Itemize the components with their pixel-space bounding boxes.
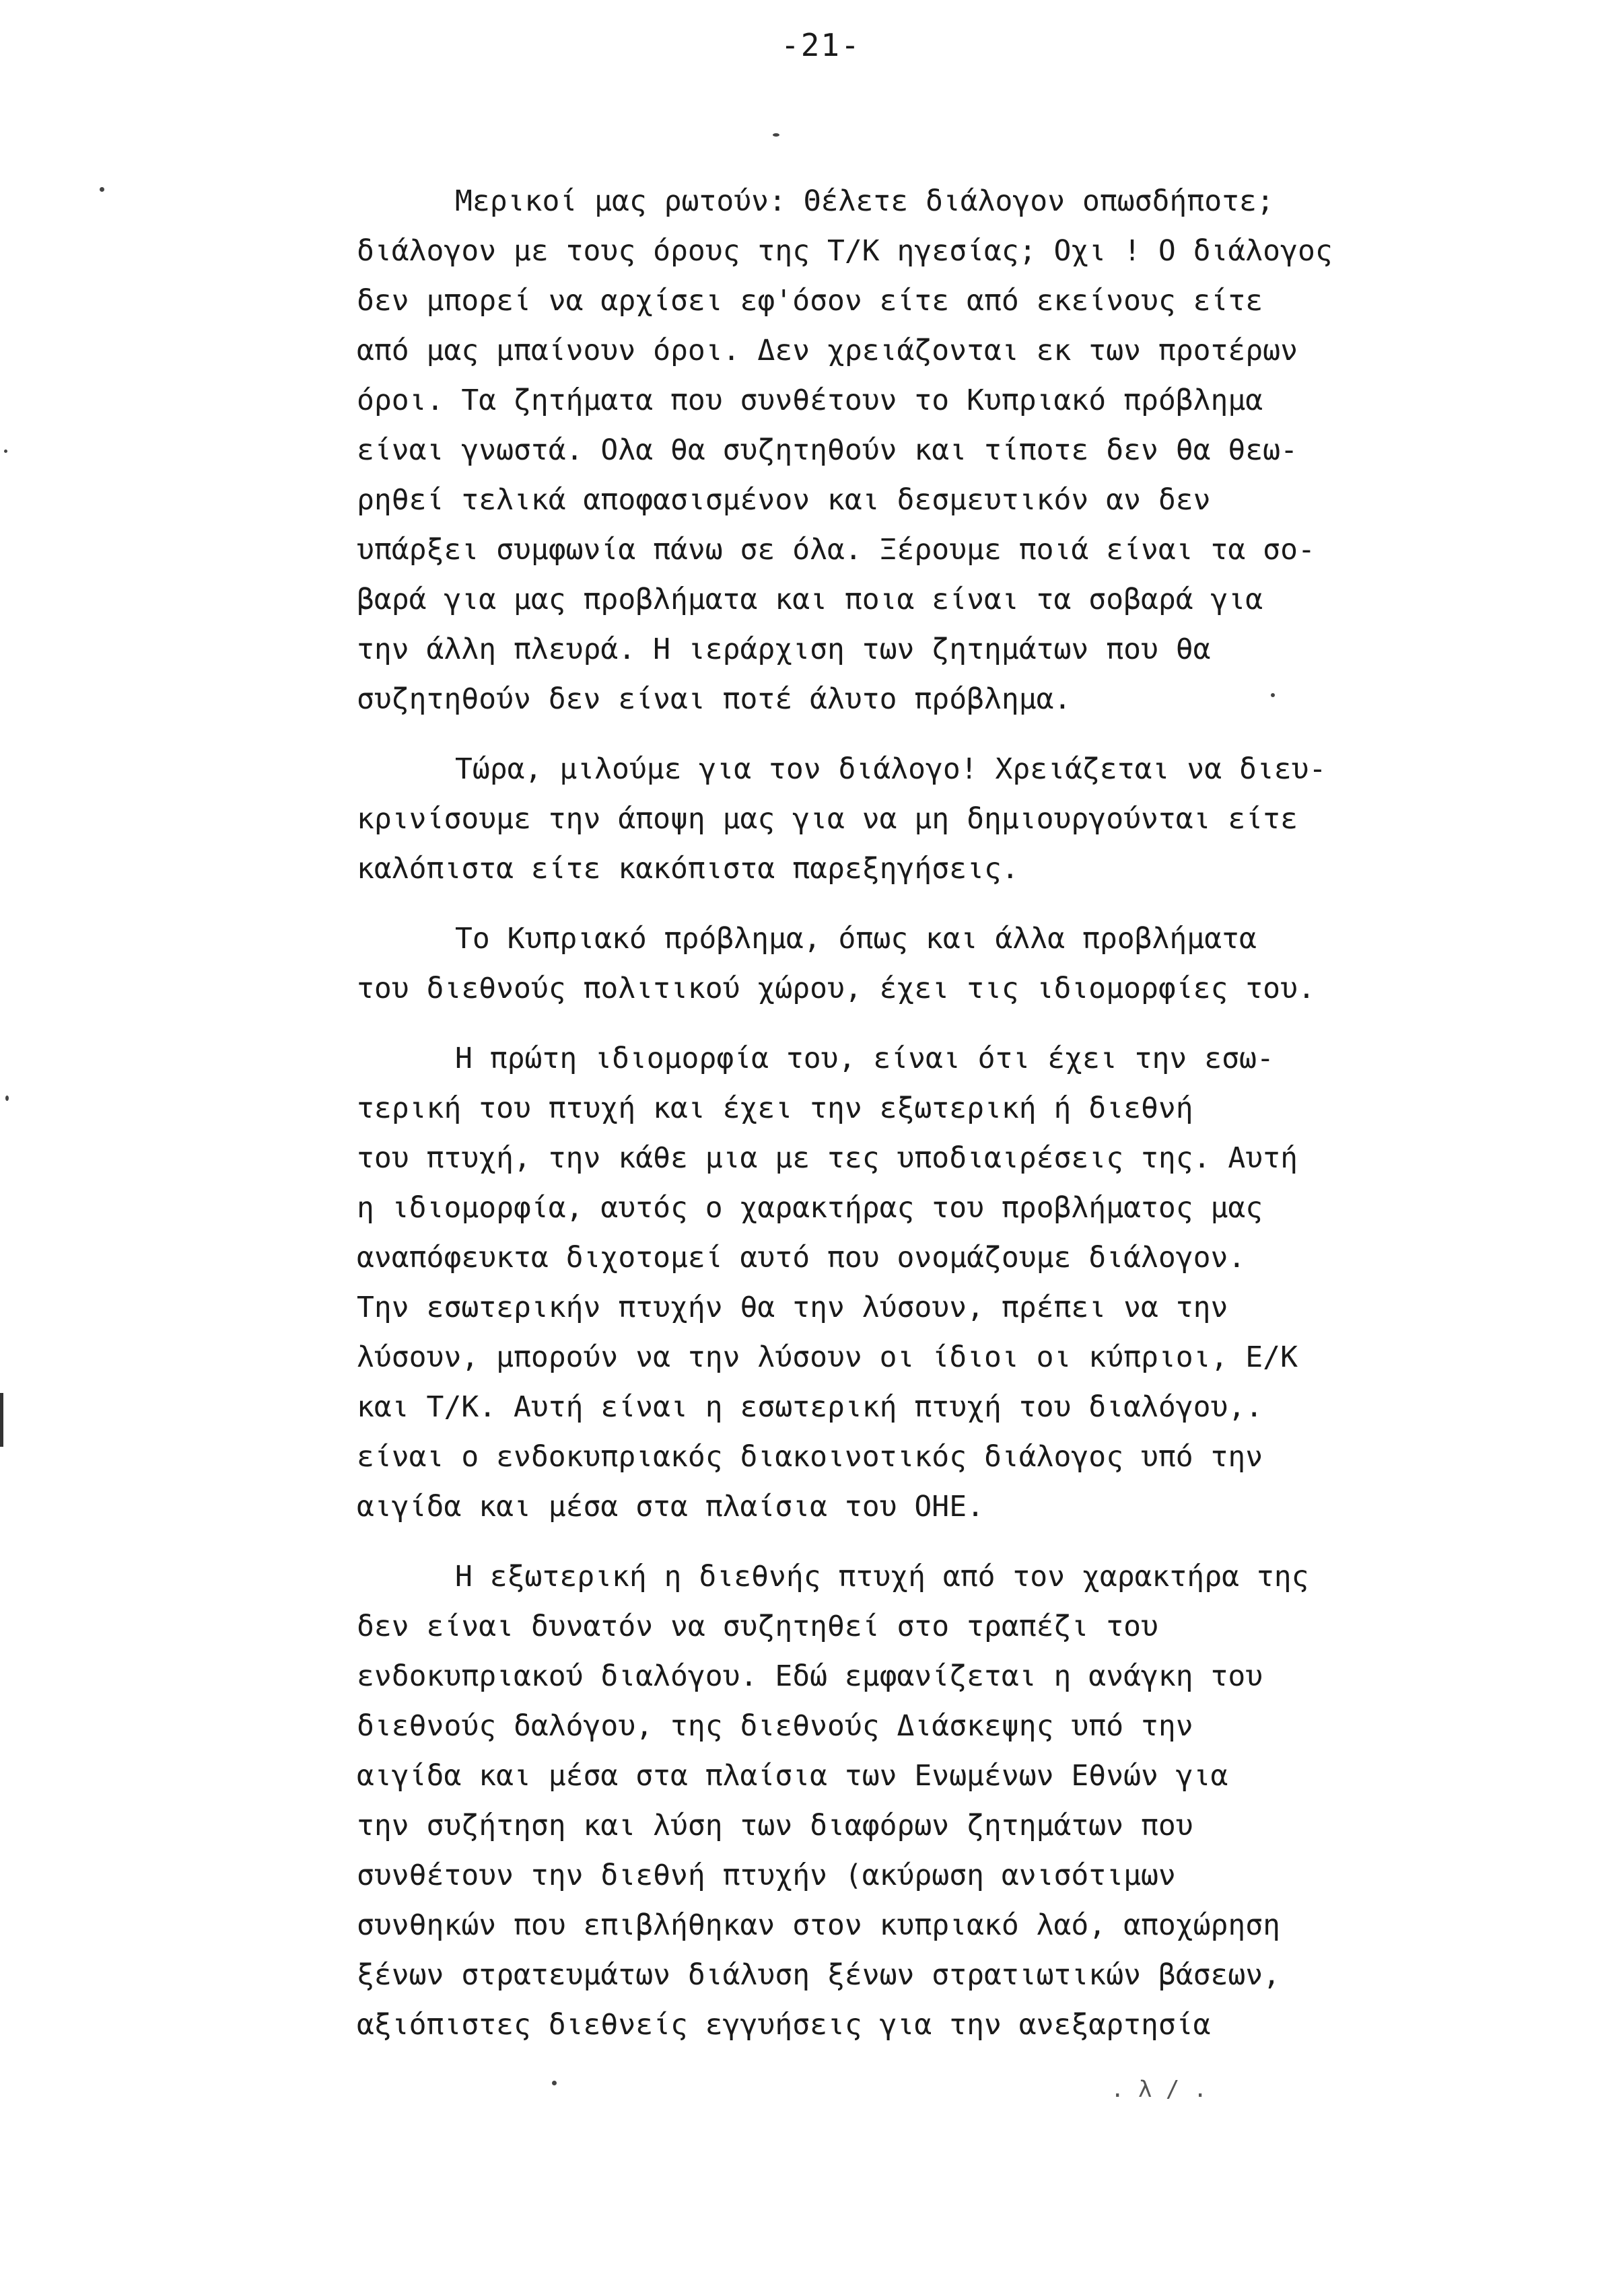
text-line: αξιόπιστες διεθνείς εγγυήσεις για την ανεξαρτησία	[357, 2008, 1211, 2042]
text-line: κρινίσουμε την άποψη μας για να μη δημιουργούνται είτε	[357, 802, 1298, 836]
text-line: λύσουν, μπορούν να την λύσουν οι ίδιοι οι κύπριοι, Ε/Κ	[357, 1340, 1298, 1374]
text-line: Μερικοί μας ρωτούν: Θέλετε διάλογον οπωσδήποτε;	[455, 184, 1274, 218]
paragraph-2	[357, 744, 1501, 894]
text-line: υπάρξει συμφωνία πάνω σε όλα. Ξέρουμε ποιά είναι τα σο-	[357, 533, 1315, 567]
scan-speck	[773, 133, 779, 137]
text-line: του διεθνούς πολιτικού χώρου, έχει τις ιδιομορφίες του.	[357, 972, 1315, 1005]
text-line: αιγίδα και μέσα στα πλαίσια του ΟΗΕ.	[357, 1490, 984, 1523]
text-line: αιγίδα και μέσα στα πλαίσια των Ενωμένων Εθνών για	[357, 1759, 1228, 1793]
page-number: -21-	[781, 27, 861, 63]
paragraph-3	[357, 914, 1501, 1013]
text-line: και Τ/Κ. Αυτή είναι η εσωτερική πτυχή του διαλόγου,.	[357, 1390, 1263, 1424]
text-line: ξένων στρατευμάτων διάλυση ξένων στρατιωτικών βάσεων,	[357, 1958, 1281, 1992]
text-line: τερική του πτυχή και έχει την εξωτερική ή διεθνή	[357, 1091, 1193, 1125]
text-line: είναι γνωστά. Ολα θα συζητηθούν και τίποτε δεν θα θεω-	[357, 433, 1298, 467]
text-line: είναι ο ενδοκυπριακός διακοινοτικός διάλογος υπό την	[357, 1440, 1263, 1474]
text-line: Η πρώτη ιδιομορφία του, είναι ότι έχει την εσω-	[455, 1042, 1274, 1075]
text-line: Τώρα, μιλούμε για τον διάλογο! Χρειάζεται να διευ-	[455, 752, 1327, 786]
footer-mark: . λ / .	[1111, 2076, 1208, 2103]
scan-speck	[552, 2081, 557, 2085]
text-line: αναπόφευκτα διχοτομεί αυτό που ονομάζουμε διάλογον.	[357, 1241, 1246, 1275]
paragraph-5	[357, 1552, 1501, 2050]
paragraph-4	[357, 1034, 1501, 1532]
text-line: ενδοκυπριακού διαλόγου. Εδώ εμφανίζεται η ανάγκη του	[357, 1659, 1263, 1693]
scan-speck	[100, 187, 104, 192]
scan-edge-mark	[0, 1393, 3, 1447]
text-line: Το Κυπριακό πρόβλημα, όπως και άλλα προβλήματα	[455, 922, 1257, 956]
text-line: συνθηκών που επιβλήθηκαν στον κυπριακό λαό, αποχώρηση	[357, 1908, 1281, 1942]
text-line: την άλλη πλευρά. Η ιεράρχιση των ζητημάτων που θα	[357, 633, 1211, 666]
text-line: Η εξωτερική η διεθνής πτυχή από τον χαρακτήρα της	[455, 1560, 1309, 1593]
text-line: η ιδιομορφία, αυτός ο χαρακτήρας του προβλήματος μας	[357, 1191, 1263, 1225]
text-line: την συζήτηση και λύση των διαφόρων ζητημάτων που	[357, 1809, 1193, 1842]
scan-speck	[4, 450, 7, 453]
text-line: συζητηθούν δεν είναι ποτέ άλυτο πρόβλημα.	[357, 682, 1072, 716]
text-line: δεν μπορεί να αρχίσει εφ'όσον είτε από εκείνους είτε	[357, 284, 1263, 318]
text-line: από μας μπαίνουν όροι. Δεν χρειάζονται εκ των προτέρων	[357, 334, 1298, 367]
text-line: καλόπιστα είτε κακόπιστα παρεξηγήσεις.	[357, 852, 1019, 886]
text-line: Την εσωτερικήν πτυχήν θα την λύσουν, πρέπει να την	[357, 1291, 1228, 1324]
text-line: βαρά για μας προβλήματα και ποια είναι τα σοβαρά για	[357, 583, 1263, 616]
scan-speck	[5, 1096, 9, 1101]
text-line: συνθέτουν την διεθνή πτυχήν (ακύρωση ανισότιμων	[357, 1859, 1176, 1892]
text-line: διεθνούς δαλόγου, της διεθνούς Διάσκεψης υπό την	[357, 1709, 1193, 1743]
text-line: του πτυχή, την κάθε μια με τες υποδιαιρέσεις της. Αυτή	[357, 1141, 1298, 1175]
text-line: όροι. Τα ζητήματα που συνθέτουν το Κυπριακό πρόβλημα	[357, 384, 1263, 417]
text-line: διάλογον με τους όρους της Τ/Κ ηγεσίας; Οχι ! Ο διάλογος	[357, 234, 1333, 268]
document-body	[357, 176, 1501, 2050]
text-line: ρηθεί τελικά αποφασισμένον και δεσμευτικόν αν δεν	[357, 483, 1211, 517]
text-line: δεν είναι δυνατόν να συζητηθεί στο τραπέζι του	[357, 1610, 1158, 1643]
paragraph-1	[357, 176, 1501, 724]
